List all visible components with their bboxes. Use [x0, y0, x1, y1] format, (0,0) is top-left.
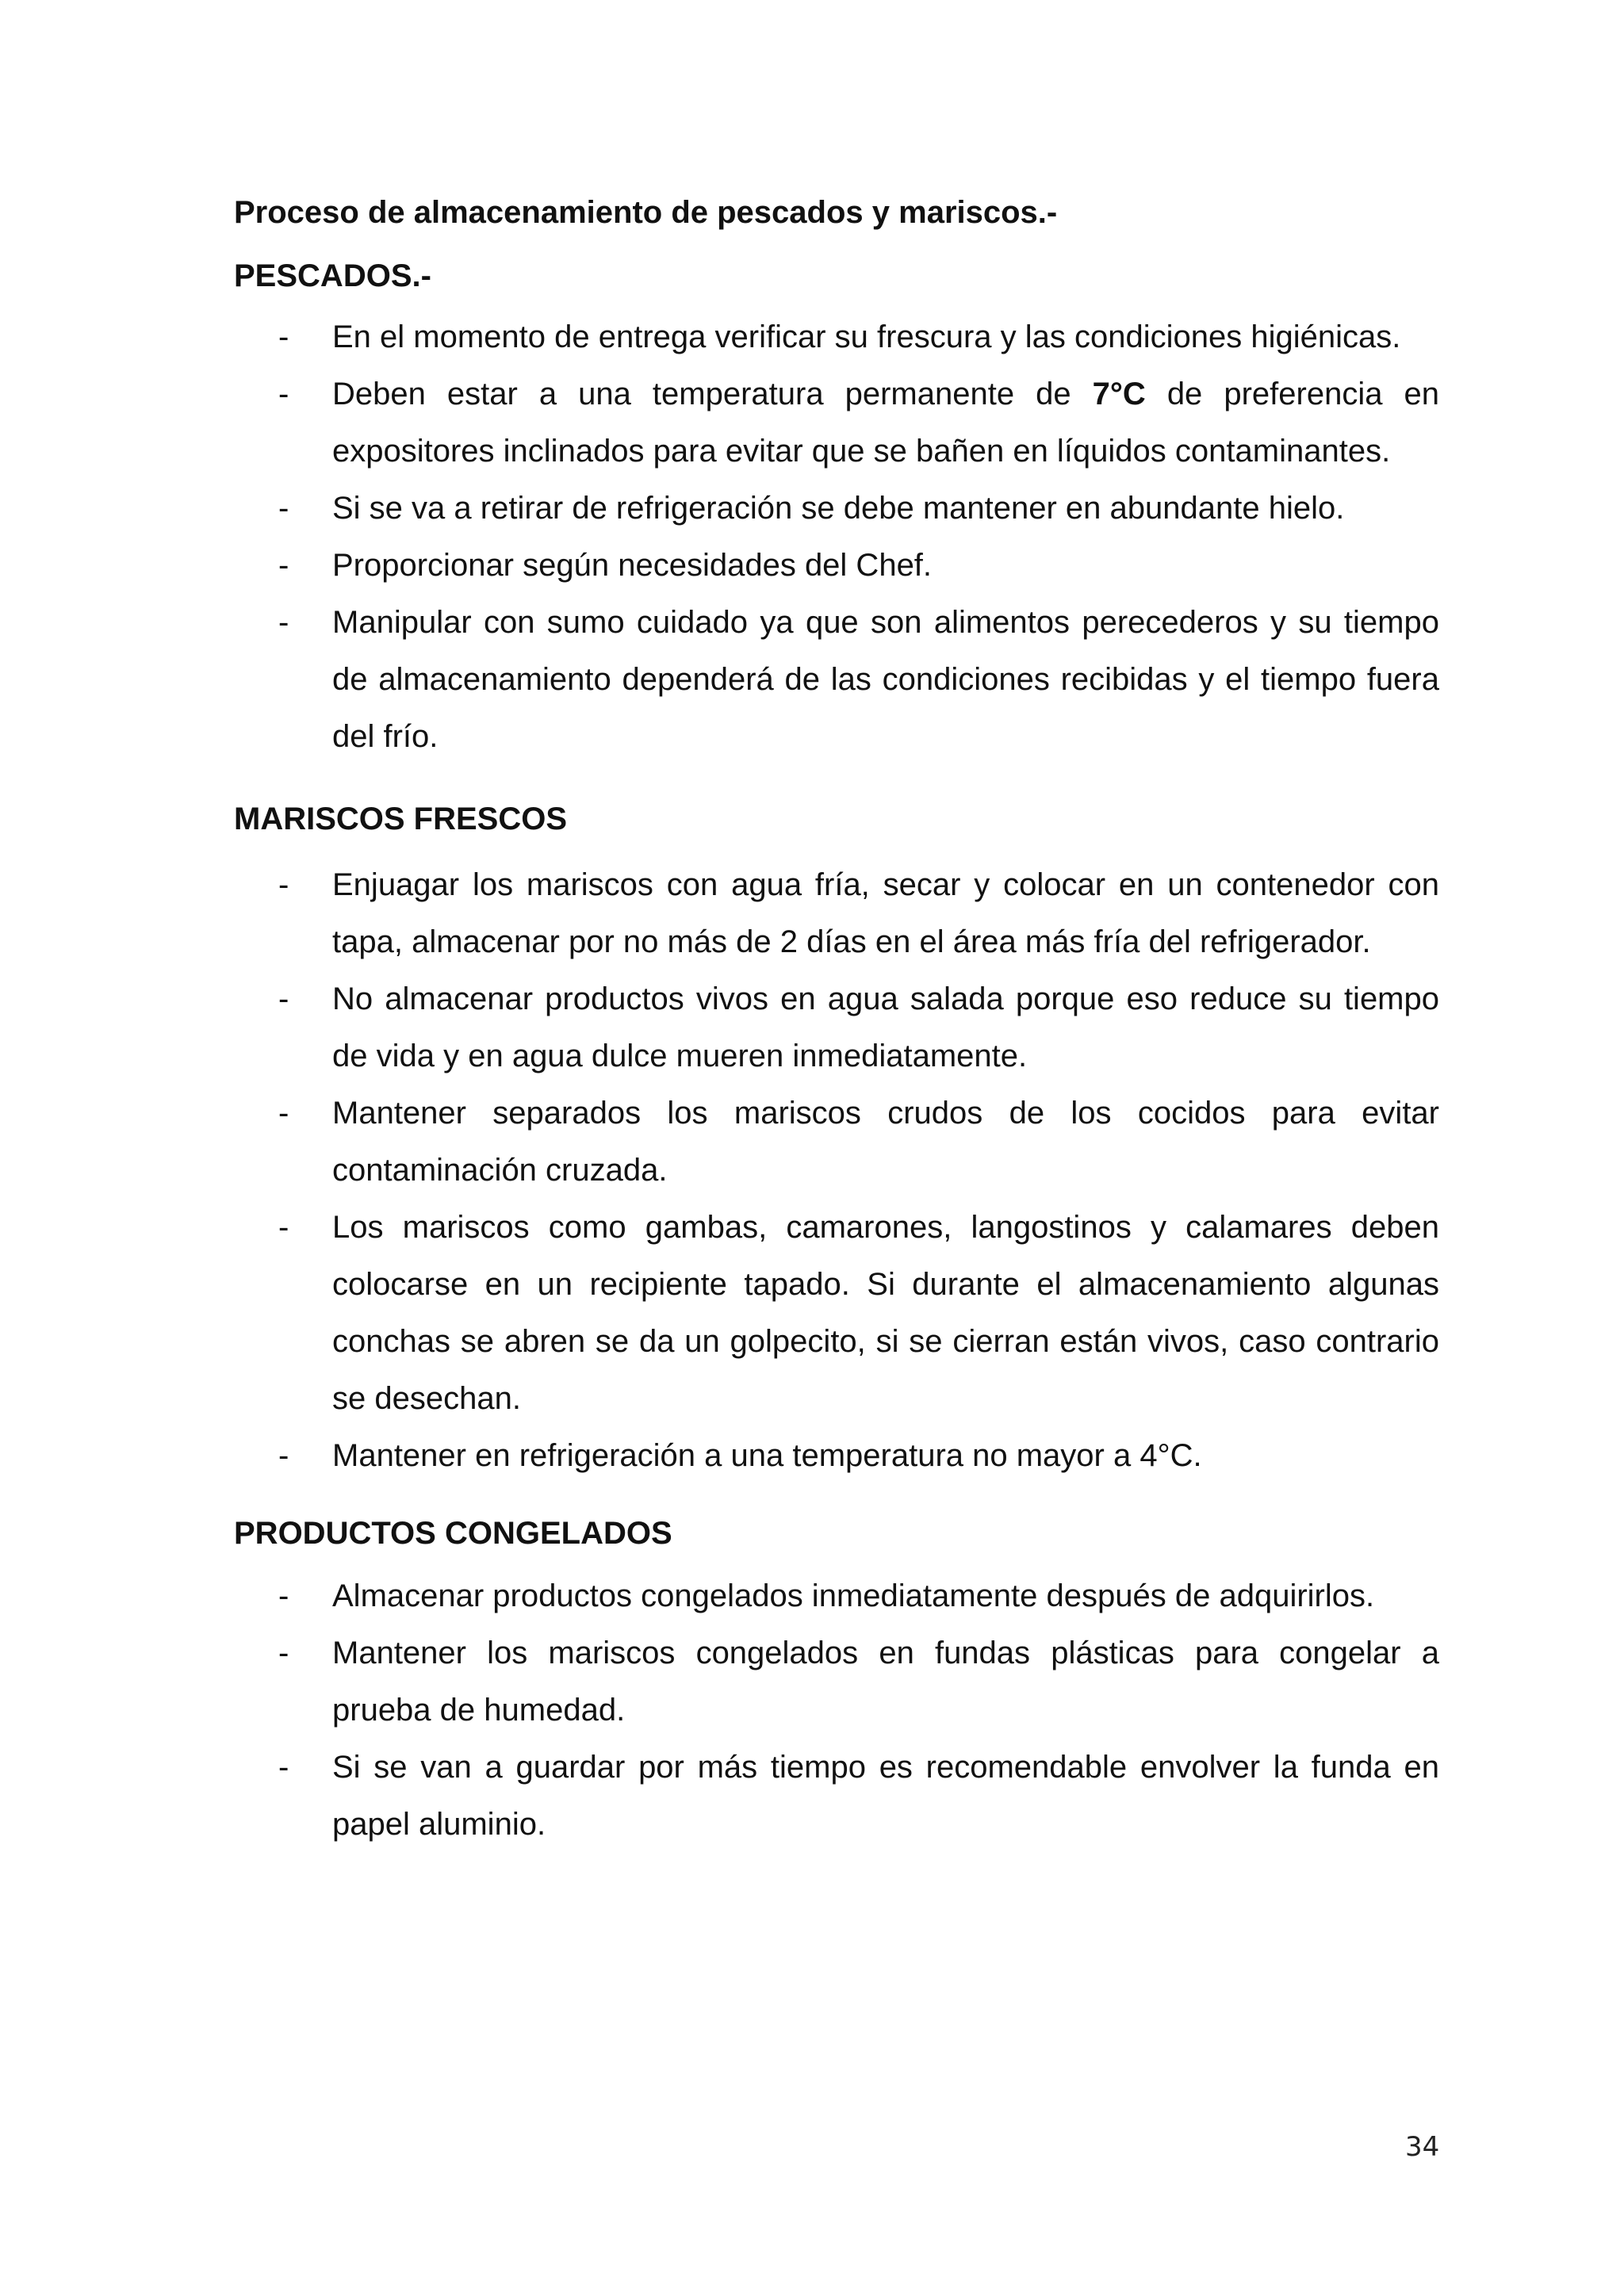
page-number: 34: [1405, 2131, 1440, 2163]
list-dash: -: [278, 982, 289, 1016]
item-text: Mantener los mariscos congelados en fundas plásticas para congelar a prueba de humedad.: [332, 1636, 1439, 1728]
list-item: [234, 1567, 1439, 1624]
item-text: Enjuagar los mariscos con agua fría, secar y colocar en un contenedor con tapa, almacenar por no más de 2 días en el área más fría del refrigerador.: [332, 867, 1439, 959]
list-dash: -: [278, 1750, 289, 1785]
list-productos-congelados: [234, 1567, 1439, 1853]
item-text: No almacenar productos vivos en agua salada porque eso reduce su tiempo de vida y en agua dulce mueren inmediatamente.: [332, 982, 1439, 1073]
list-dash: -: [278, 1438, 289, 1473]
list-item: [234, 1624, 1439, 1739]
item-text: En el momento de entrega verificar su frescura y las condiciones higiénicas.: [332, 320, 1401, 354]
list-item: [234, 594, 1439, 765]
list-item: [234, 856, 1439, 970]
list-pescados: [234, 308, 1439, 765]
item-text: Los mariscos como gambas, camarones, langostinos y calamares deben colocarse en un recipiente tapado. Si durante el almacenamiento algunas conchas se abren se da un golpecito, si se cierran están vivos, caso contrario se desechan.: [332, 1210, 1439, 1416]
list-item: [234, 537, 1439, 594]
list-dash: -: [278, 1096, 289, 1131]
section-heading-productos-congelados: PRODUCTOS CONGELADOS: [234, 1516, 672, 1551]
temperature-bold: 7°C: [1092, 377, 1146, 411]
document-title: Proceso de almacenamiento de pescados y mariscos.-: [234, 195, 1058, 230]
list-dash: -: [278, 320, 289, 354]
list-item: [234, 970, 1439, 1085]
section-heading-mariscos-frescos: MARISCOS FRESCOS: [234, 802, 568, 836]
list-dash: -: [278, 491, 289, 526]
item-text-after: de preferencia en expositores inclinados para evitar que se bañen en líquidos contaminantes.: [332, 377, 1439, 469]
list-dash: -: [278, 605, 289, 640]
list-item: [234, 1427, 1439, 1484]
list-dash: -: [278, 377, 289, 411]
list-dash: -: [278, 1578, 289, 1613]
list-dash: -: [278, 1636, 289, 1670]
item-text: Manipular con sumo cuidado ya que son alimentos perecederos y su tiempo de almacenamiento dependerá de las condiciones recibidas y el tiempo fuera del frío.: [332, 605, 1439, 754]
item-text: Almacenar productos congelados inmediatamente después de adquirirlos.: [332, 1578, 1375, 1613]
list-dash: -: [278, 1210, 289, 1245]
item-text-before: Deben estar a una temperatura permanente de: [332, 377, 1093, 411]
item-text: Si se van a guardar por más tiempo es recomendable envolver la funda en papel aluminio.: [332, 1750, 1439, 1842]
item-text: Mantener en refrigeración a una temperatura no mayor a 4°C.: [332, 1438, 1202, 1473]
list-item: [234, 1199, 1439, 1427]
item-text: Si se va a retirar de refrigeración se debe mantener en abundante hielo.: [332, 491, 1345, 526]
list-item: [234, 1085, 1439, 1199]
list-dash: -: [278, 867, 289, 902]
list-item: [234, 480, 1439, 537]
list-item: [234, 308, 1439, 365]
item-text: Mantener separados los mariscos crudos de los cocidos para evitar contaminación cruzada.: [332, 1096, 1439, 1188]
list-item: [234, 365, 1439, 480]
section-heading-pescados: PESCADOS.-: [234, 258, 431, 293]
list-mariscos-frescos: [234, 856, 1439, 1484]
item-text: Proporcionar según necesidades del Chef.: [332, 548, 933, 583]
list-dash: -: [278, 548, 289, 583]
list-item: [234, 1739, 1439, 1853]
